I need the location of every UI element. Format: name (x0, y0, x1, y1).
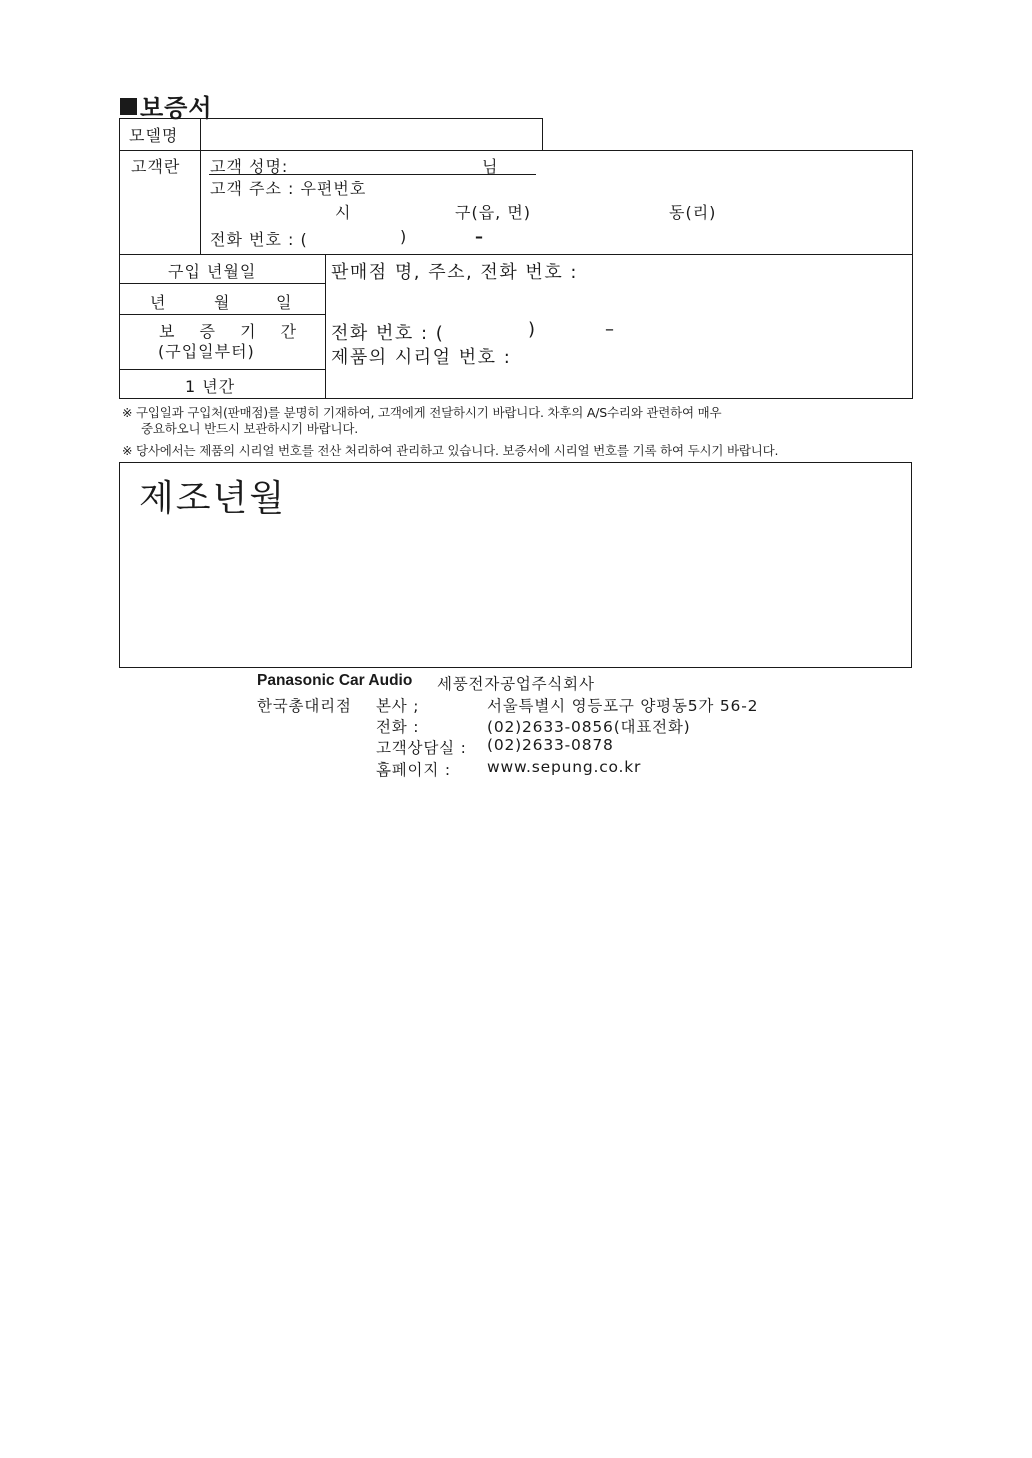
warranty-label: 보 증 기 간 (159, 322, 307, 341)
customer-city-label: 시 (335, 203, 352, 222)
customer-divider (200, 150, 201, 255)
square-bullet-icon (120, 98, 137, 115)
model-divider (200, 118, 201, 151)
purchase-row-line-2 (119, 314, 326, 315)
model-row (119, 118, 543, 151)
note-2: ※ 당사에서는 제품의 시리얼 번호를 전산 처리하여 관리하고 있습니다. 보증서에 시리얼 번호를 기록 하여 두시기 바랍니다. (122, 443, 779, 458)
customer-label: 고객란 (131, 157, 181, 176)
customer-dong-label: 동(리) (669, 203, 717, 222)
company-name: 세풍전자공업주식회사 (437, 675, 595, 693)
warranty-sublabel: (구입일부터) (158, 342, 255, 361)
dealer-phone-label: 전화 번호 : ( (331, 323, 445, 344)
customer-name-label: 고객 성명: (210, 157, 289, 176)
purchase-row-line-1 (119, 283, 326, 284)
purchase-date-label: 구입 년월일 (168, 262, 257, 281)
distributor-label: 한국총대리점 (257, 697, 352, 715)
dealer-phone-close: ) (528, 319, 537, 340)
homepage-url[interactable]: www.sepung.co.kr (487, 758, 642, 776)
manufacture-label: 제조년월 (139, 478, 287, 519)
purchase-divider (325, 254, 326, 399)
customer-district-label: 구(읍, 면) (455, 203, 532, 222)
support-label: 고객상담실 : (376, 739, 467, 757)
note-1-line-1: ※ 구입일과 구입처(판매점)를 분명히 기재하여, 고객에게 전달하시기 바랍니다. 차후의 A/S수리와 관련하여 매우 (122, 405, 722, 420)
dealer-label: 판매점 명, 주소, 전화 번호 : (331, 262, 578, 283)
brand-name: Panasonic Car Audio (257, 672, 413, 689)
warranty-period: 1 년간 (185, 377, 236, 396)
purchase-date-month: 월 (214, 293, 231, 312)
dealer-phone-dash: – (605, 319, 616, 340)
phone-value: (02)2633-0856(대표전화) (487, 718, 691, 736)
customer-address-label: 고객 주소 : 우편번호 (210, 179, 367, 198)
model-label: 모델명 (129, 126, 179, 145)
purchase-date-day: 일 (276, 293, 293, 312)
hq-label: 본사 ; (376, 697, 420, 715)
document-title: 보증서 (120, 88, 213, 123)
note-1-line-2: 중요하오니 반드시 보관하시기 바랍니다. (141, 421, 358, 436)
purchase-row-line-3 (119, 369, 326, 370)
phone-label: 전화 : (376, 718, 420, 736)
customer-phone-close: ) (400, 227, 408, 246)
customer-name-underline (209, 174, 536, 175)
customer-phone-label: 전화 번호 : ( (210, 230, 308, 249)
hq-address: 서울특별시 영등포구 양평동5가 56-2 (487, 697, 759, 715)
customer-name-suffix: 님 (482, 157, 499, 176)
support-value: (02)2633-0878 (487, 736, 614, 754)
homepage-label: 홈페이지 : (376, 761, 451, 779)
customer-phone-dash: – (475, 227, 484, 246)
dealer-serial-label: 제품의 시리얼 번호 : (331, 347, 512, 368)
purchase-date-year: 년 (150, 293, 167, 312)
